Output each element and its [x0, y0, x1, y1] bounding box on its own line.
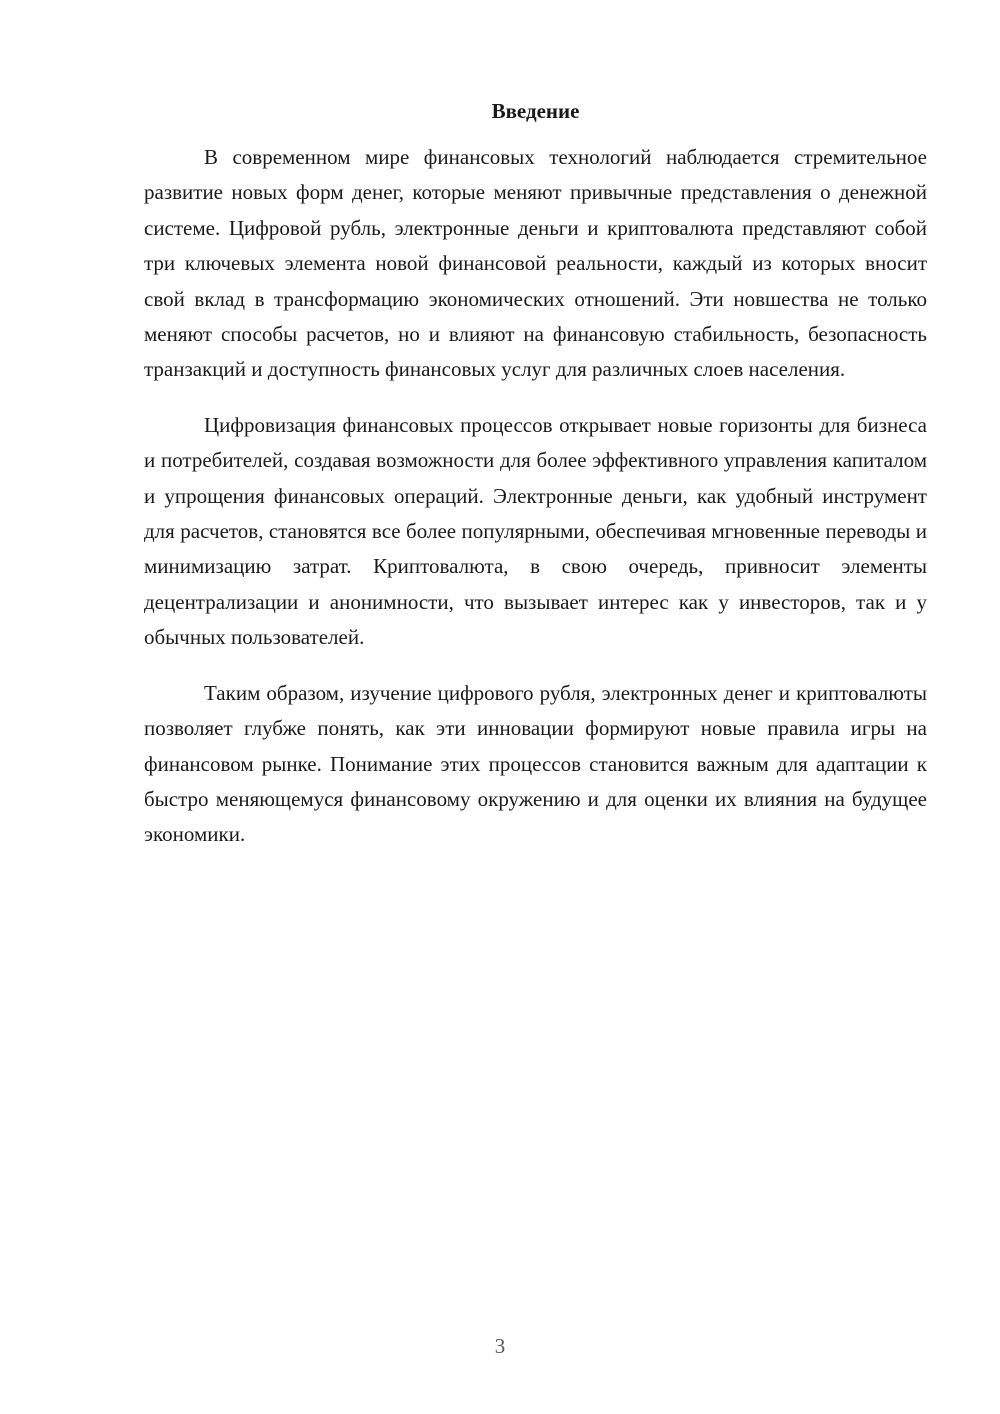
section-title: Введение [491, 99, 580, 123]
paragraph-intro: В современном мире финансовых технологий наблюдается стремительное развитие новых форм денег, которые меняют привычные представления о денежной системе. Цифровой рубль, электронные деньги и криптовалюта представляют собой три ключевых элемента новой финансовой реальности, каждый из которых вносит свой вклад в трансформацию экономических отношений. Эти новшества не только меняют способы расчетов, но и влияют на финансовую стабильность, безопасность транзакций и доступность финансовых услуг для различных слоев населения. [144, 145, 927, 382]
paragraph-conclusion: Таким образом, изучение цифрового рубля, электронных денег и криптовалюты позволяет глубже понять, как эти инновации формируют новые правила игры на финансовом рынке. Понимание этих процессов становится важным для адаптации к быстро меняющемуся финансовому окружению и для оценки их влияния на будущее экономики. [144, 680, 927, 847]
paragraph-digitalization: Цифровизация финансовых процессов открывает новые горизонты для бизнеса и потребителей, создавая возможности для более эффективного управления капиталом и упрощения финансовых операций. Электронные деньги, как удобный инструмент для расчетов, становятся все более популярными, обеспечивая мгновенные переводы и минимизацию затрат. Криптовалюта, в свою очередь, привносит элементы децентрализации и анонимности, что вызывает интерес как у инвесторов, так и у обычных пользователей. [144, 412, 927, 650]
page-content [144, 96, 927, 873]
page-number: 3 [494, 1334, 506, 1358]
